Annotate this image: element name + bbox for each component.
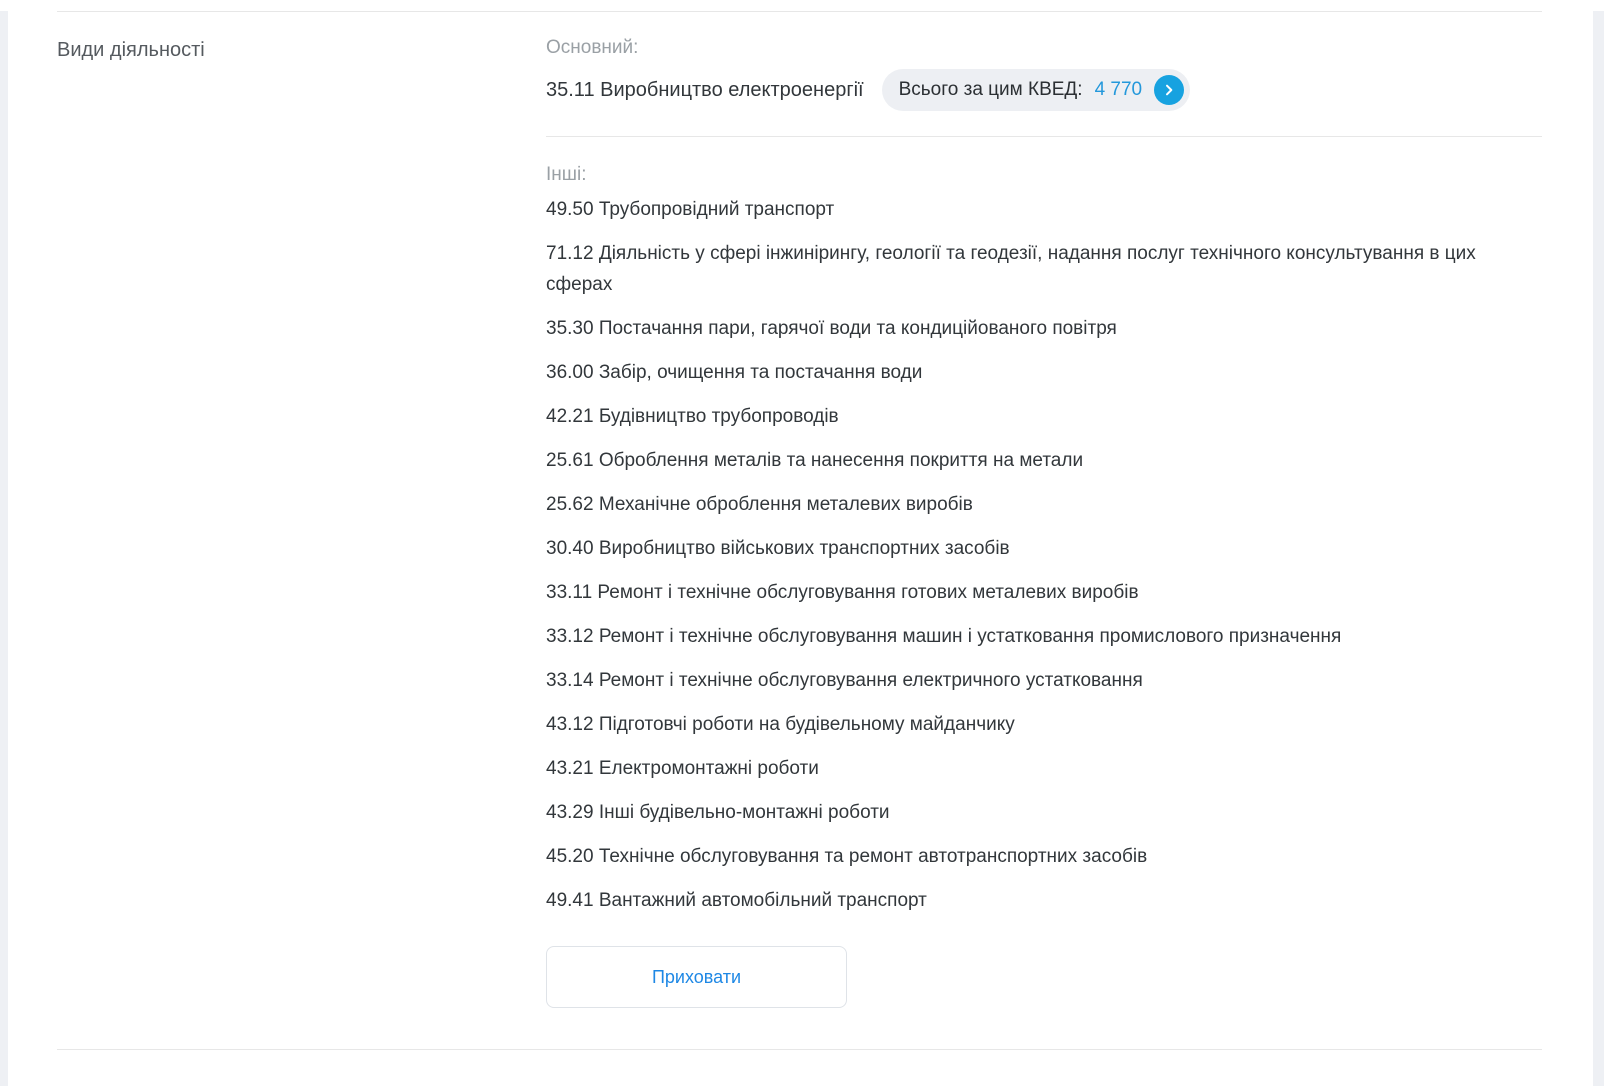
kved-list-item: [546, 577, 1542, 608]
kved-code: 35.30: [546, 318, 594, 339]
kved-total-badge[interactable]: [882, 69, 1191, 111]
kved-name: Вантажний автомобільний транспорт: [598, 890, 927, 911]
kved-list-item: [546, 709, 1542, 740]
kved-name: Трубопровідний транспорт: [598, 199, 835, 220]
kved-list-item: [546, 797, 1542, 828]
kved-code: 49.41: [546, 890, 594, 911]
kved-name: Постачання пари, гарячої води та кондиційованого повітря: [598, 318, 1117, 339]
kved-name: Забір, очищення та постачання води: [598, 362, 923, 383]
kved-list-item: [546, 841, 1542, 872]
primary-kved-row: [546, 69, 1542, 111]
kved-name: Механічне оброблення металевих виробів: [598, 494, 973, 515]
kved-name: Оброблення металів та нанесення покриття на метали: [598, 450, 1084, 471]
kved-name: Будівництво трубопроводів: [598, 406, 839, 427]
kved-code: 43.29: [546, 802, 594, 823]
divider: [57, 1049, 1542, 1050]
kved-name: Електромонтажні роботи: [598, 758, 819, 779]
kved-list-item: [546, 753, 1542, 784]
kved-name: Технічне обслуговування та ремонт автотранспортних засобів: [598, 846, 1148, 867]
divider: [546, 136, 1542, 137]
page-edge-right: [1593, 11, 1604, 1086]
kved-name: Діяльність у сфері інжинірингу, геології та геодезії, надання послуг технічного консультування в цих сферах: [546, 243, 1476, 295]
kved-name: Підготовчі роботи на будівельному майданчику: [598, 714, 1015, 735]
kved-code: 43.21: [546, 758, 594, 779]
kved-list-item: [546, 238, 1542, 300]
kved-name: Ремонт і технічне обслуговування машин і устатковання промислового призначення: [598, 626, 1342, 647]
activities-section: [57, 11, 1542, 1050]
kved-list-item: [546, 357, 1542, 388]
kved-list-item: [546, 489, 1542, 520]
kved-list-item: [546, 445, 1542, 476]
kved-code: 43.12: [546, 714, 594, 735]
other-kveds-label: Інші:: [546, 164, 587, 185]
kved-list-item: [546, 194, 1542, 225]
kved-name: Ремонт і технічне обслуговування готових металевих виробів: [597, 582, 1139, 603]
kved-code: 36.00: [546, 362, 594, 383]
kved-name: Виробництво електроенергії: [600, 78, 864, 101]
kved-code: 33.11: [546, 582, 593, 603]
kved-code: 49.50: [546, 199, 594, 220]
kved-list-item: [546, 621, 1542, 652]
kved-name: Інші будівельно-монтажні роботи: [598, 802, 890, 823]
kved-code: 35.11: [546, 78, 595, 101]
kved-total-link-button[interactable]: [1154, 75, 1184, 105]
kved-total-label: Всього за цим КВЕД:: [898, 79, 1083, 100]
hide-activities-button[interactable]: Приховати: [546, 946, 847, 1008]
kved-list: [546, 194, 1542, 916]
kved-code: 45.20: [546, 846, 594, 867]
kved-code: 30.40: [546, 538, 594, 559]
kved-list-item: [546, 313, 1542, 344]
kved-code: 33.12: [546, 626, 594, 647]
kved-code: 25.61: [546, 450, 594, 471]
kved-code: 42.21: [546, 406, 594, 427]
kved-name: Виробництво військових транспортних засобів: [598, 538, 1010, 559]
primary-kved-label: Основний:: [546, 37, 639, 58]
page-edge-left: [0, 11, 8, 1086]
kved-code: 33.14: [546, 670, 594, 691]
kved-code: 71.12: [546, 243, 594, 264]
kved-list-item: [546, 665, 1542, 696]
kved-code: 25.62: [546, 494, 594, 515]
kved-list-item: [546, 533, 1542, 564]
chevron-right-icon: [1161, 82, 1177, 98]
primary-kved-text: [546, 79, 864, 102]
section-title: Види діяльності: [57, 39, 205, 61]
kved-list-item: [546, 885, 1542, 916]
kved-total-count: 4 770: [1094, 79, 1143, 100]
kved-name: Ремонт і технічне обслуговування електричного устатковання: [598, 670, 1143, 691]
kved-list-item: [546, 401, 1542, 432]
